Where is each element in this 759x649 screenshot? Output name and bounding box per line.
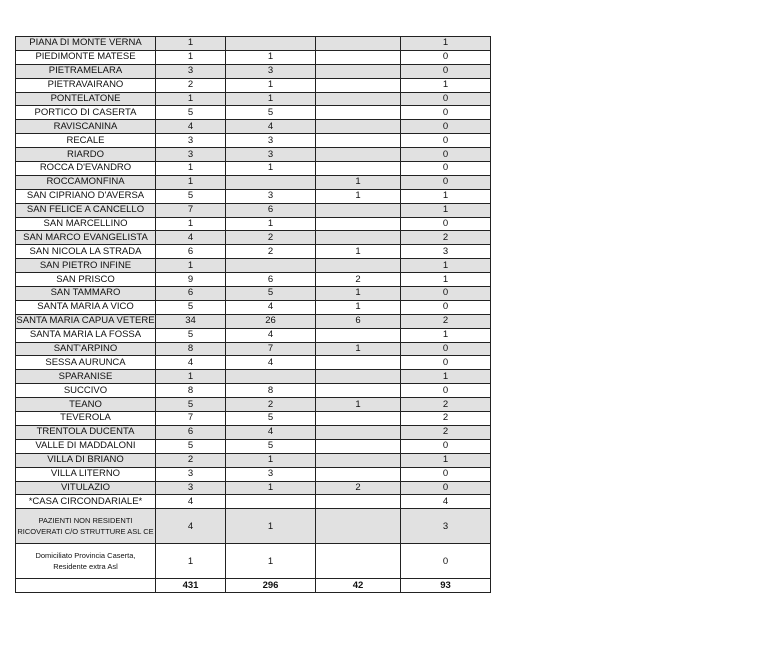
table-row — [16, 425, 491, 439]
special-row-name-cell — [16, 509, 156, 544]
table-row — [16, 175, 491, 189]
count-col2-cell: 4 — [226, 300, 316, 314]
count-col2-cell: 1 — [226, 217, 316, 231]
table-row — [16, 412, 491, 426]
count-col1-cell: 5 — [156, 300, 226, 314]
count-col2-cell: 1 — [226, 50, 316, 64]
count-col4-cell: 0 — [401, 342, 491, 356]
municipality-name-cell: VILLA LITERNO — [16, 467, 156, 481]
count-col1-cell: 6 — [156, 287, 226, 301]
count-col2-cell: 26 — [226, 314, 316, 328]
municipality-name-cell: SESSA AURUNCA — [16, 356, 156, 370]
municipality-name-cell: TRENTOLA DUCENTA — [16, 425, 156, 439]
count-col2-cell: 1 — [226, 78, 316, 92]
count-col3-cell — [316, 134, 401, 148]
special-row-name-cell — [16, 544, 156, 579]
count-col1-cell: 4 — [156, 120, 226, 134]
count-col1-cell: 4 — [156, 509, 226, 544]
count-col4-cell: 0 — [401, 92, 491, 106]
count-col4-cell: 0 — [401, 162, 491, 176]
count-col3-cell — [316, 37, 401, 51]
count-col1-cell: 5 — [156, 398, 226, 412]
count-col2-cell: 1 — [226, 509, 316, 544]
count-col1-cell: 1 — [156, 37, 226, 51]
count-col4-cell: 4 — [401, 495, 491, 509]
table-row — [16, 273, 491, 287]
table-row — [16, 37, 491, 51]
count-col2-cell: 5 — [226, 412, 316, 426]
count-col1-cell: 1 — [156, 544, 226, 579]
municipality-name-cell: PIETRAVAIRANO — [16, 78, 156, 92]
municipality-name-cell: VILLA DI BRIANO — [16, 453, 156, 467]
table-row — [16, 245, 491, 259]
table-row — [16, 134, 491, 148]
count-col2-cell: 4 — [226, 328, 316, 342]
special-row-name-line2: Residente extra Asl — [53, 562, 118, 572]
count-col3-cell: 1 — [316, 175, 401, 189]
count-col4-cell: 1 — [401, 78, 491, 92]
total-count-col2-cell: 296 — [226, 579, 316, 593]
count-col4-cell: 1 — [401, 189, 491, 203]
table-row — [16, 148, 491, 162]
table-row — [16, 370, 491, 384]
count-col2-cell — [226, 175, 316, 189]
count-col1-cell: 6 — [156, 245, 226, 259]
count-col4-cell: 0 — [401, 300, 491, 314]
special-row-name-line1: Domiciliato Provincia Caserta, — [35, 551, 136, 561]
count-col3-cell: 1 — [316, 300, 401, 314]
count-col2-cell: 4 — [226, 120, 316, 134]
count-col3-cell — [316, 120, 401, 134]
table-row — [16, 467, 491, 481]
table-row — [16, 509, 491, 544]
table-row — [16, 384, 491, 398]
municipality-name-cell: SAN MARCELLINO — [16, 217, 156, 231]
count-col2-cell: 8 — [226, 384, 316, 398]
count-col1-cell: 7 — [156, 203, 226, 217]
municipality-name-cell: SANTA MARIA LA FOSSA — [16, 328, 156, 342]
municipality-name-cell: VITULAZIO — [16, 481, 156, 495]
municipality-name-cell: SAN MARCO EVANGELISTA — [16, 231, 156, 245]
count-col3-cell — [316, 217, 401, 231]
count-col2-cell: 3 — [226, 189, 316, 203]
count-col2-cell: 4 — [226, 425, 316, 439]
municipality-name-cell: TEVEROLA — [16, 412, 156, 426]
table-row — [16, 50, 491, 64]
count-col1-cell: 4 — [156, 231, 226, 245]
count-col3-cell — [316, 439, 401, 453]
count-col1-cell: 3 — [156, 148, 226, 162]
count-col2-cell: 1 — [226, 453, 316, 467]
count-col2-cell: 1 — [226, 544, 316, 579]
municipality-name-cell: PIETRAMELARA — [16, 64, 156, 78]
count-col3-cell — [316, 106, 401, 120]
count-col3-cell — [316, 384, 401, 398]
municipality-name-cell: SANTA MARIA CAPUA VETERE — [16, 315, 155, 327]
totals-row — [16, 579, 491, 593]
count-col2-cell: 3 — [226, 148, 316, 162]
count-col1-cell: 8 — [156, 342, 226, 356]
count-col1-cell: 2 — [156, 453, 226, 467]
municipality-name-cell: RAVISCANINA — [16, 120, 156, 134]
municipality-name-cell: ROCCAMONFINA — [16, 175, 156, 189]
count-col3-cell — [316, 203, 401, 217]
count-col1-cell: 1 — [156, 259, 226, 273]
municipality-name-cell: SAN NICOLA LA STRADA — [16, 245, 156, 259]
municipality-name-cell: SAN FELICE A CANCELLO — [16, 203, 156, 217]
count-col2-cell: 5 — [226, 287, 316, 301]
municipality-name-cell: ROCCA D'EVANDRO — [16, 162, 156, 176]
count-col2-cell — [226, 259, 316, 273]
table-row — [16, 453, 491, 467]
count-col1-cell: 1 — [156, 175, 226, 189]
count-col1-cell: 1 — [156, 92, 226, 106]
total-count-col4-cell: 93 — [401, 579, 491, 593]
table-row — [16, 314, 491, 328]
count-col4-cell: 1 — [401, 328, 491, 342]
count-col2-cell: 3 — [226, 134, 316, 148]
total-count-col1-cell: 431 — [156, 579, 226, 593]
count-col4-cell: 0 — [401, 467, 491, 481]
count-col1-cell: 1 — [156, 162, 226, 176]
table-row — [16, 544, 491, 579]
count-col4-cell: 0 — [401, 175, 491, 189]
count-col1-cell: 3 — [156, 134, 226, 148]
count-col3-cell — [316, 50, 401, 64]
count-col2-cell: 2 — [226, 398, 316, 412]
municipality-name-cell: PORTICO DI CASERTA — [16, 106, 156, 120]
total-count-col3-cell: 42 — [316, 579, 401, 593]
municipality-name-cell: SANTA MARIA A VICO — [16, 300, 156, 314]
municipality-name-cell: RIARDO — [16, 148, 156, 162]
count-col4-cell: 0 — [401, 481, 491, 495]
count-col4-cell: 1 — [401, 273, 491, 287]
count-col2-cell: 1 — [226, 481, 316, 495]
count-col3-cell — [316, 544, 401, 579]
table-row — [16, 92, 491, 106]
municipality-name-cell: RECALE — [16, 134, 156, 148]
count-col4-cell: 2 — [401, 412, 491, 426]
count-col4-cell: 0 — [401, 384, 491, 398]
count-col4-cell: 0 — [401, 356, 491, 370]
count-col4-cell: 2 — [401, 231, 491, 245]
count-col4-cell: 0 — [401, 148, 491, 162]
count-col3-cell: 1 — [316, 342, 401, 356]
municipality-name-cell: SAN CIPRIANO D'AVERSA — [16, 189, 156, 203]
count-col3-cell — [316, 495, 401, 509]
count-col2-cell — [226, 37, 316, 51]
table-row — [16, 287, 491, 301]
table-row — [16, 106, 491, 120]
count-col1-cell: 5 — [156, 328, 226, 342]
count-col1-cell: 8 — [156, 384, 226, 398]
count-col2-cell: 5 — [226, 439, 316, 453]
count-col4-cell: 0 — [401, 106, 491, 120]
count-col4-cell: 0 — [401, 120, 491, 134]
count-col2-cell: 4 — [226, 356, 316, 370]
count-col1-cell: 5 — [156, 189, 226, 203]
count-col2-cell: 5 — [226, 106, 316, 120]
count-col3-cell — [316, 231, 401, 245]
count-col3-cell — [316, 78, 401, 92]
municipality-name-cell: TEANO — [16, 398, 156, 412]
count-col1-cell: 4 — [156, 356, 226, 370]
count-col1-cell: 3 — [156, 64, 226, 78]
count-col2-cell: 7 — [226, 342, 316, 356]
count-col3-cell — [316, 453, 401, 467]
municipality-name-cell: PIEDIMONTE MATESE — [16, 50, 156, 64]
table-row — [16, 189, 491, 203]
count-col4-cell: 0 — [401, 439, 491, 453]
count-col3-cell — [316, 64, 401, 78]
count-col4-cell: 3 — [401, 509, 491, 544]
table-row — [16, 203, 491, 217]
count-col2-cell: 3 — [226, 467, 316, 481]
table-row — [16, 162, 491, 176]
count-col3-cell — [316, 356, 401, 370]
count-col1-cell: 3 — [156, 481, 226, 495]
count-col1-cell: 6 — [156, 425, 226, 439]
count-col3-cell — [316, 92, 401, 106]
count-col3-cell — [316, 467, 401, 481]
count-col2-cell: 1 — [226, 92, 316, 106]
count-col2-cell: 3 — [226, 64, 316, 78]
count-col3-cell: 1 — [316, 287, 401, 301]
municipality-data-table — [15, 36, 491, 593]
count-col4-cell: 1 — [401, 37, 491, 51]
table-row — [16, 300, 491, 314]
count-col3-cell — [316, 425, 401, 439]
table-body — [16, 37, 491, 593]
count-col2-cell: 6 — [226, 203, 316, 217]
special-row-name-line1: PAZIENTI NON RESIDENTI — [38, 516, 133, 526]
count-col3-cell: 1 — [316, 189, 401, 203]
municipality-name-cell: SANT'ARPINO — [16, 342, 156, 356]
table-row — [16, 231, 491, 245]
count-col3-cell — [316, 148, 401, 162]
table-row — [16, 398, 491, 412]
municipality-name-cell: *CASA CIRCONDARIALE* — [16, 495, 156, 509]
count-col4-cell: 1 — [401, 259, 491, 273]
count-col1-cell: 1 — [156, 370, 226, 384]
count-col3-cell — [316, 328, 401, 342]
table-row — [16, 64, 491, 78]
count-col4-cell: 3 — [401, 245, 491, 259]
count-col3-cell — [316, 370, 401, 384]
count-col1-cell: 9 — [156, 273, 226, 287]
count-col3-cell: 2 — [316, 481, 401, 495]
count-col4-cell: 1 — [401, 203, 491, 217]
count-col1-cell: 1 — [156, 50, 226, 64]
municipality-name-cell: SPARANISE — [16, 370, 156, 384]
count-col1-cell: 2 — [156, 78, 226, 92]
special-row-name-line2: RICOVERATI C/O STRUTTURE ASL CE — [17, 527, 154, 537]
count-col4-cell: 1 — [401, 370, 491, 384]
count-col4-cell: 0 — [401, 64, 491, 78]
table-row — [16, 217, 491, 231]
count-col1-cell: 5 — [156, 439, 226, 453]
count-col4-cell: 0 — [401, 134, 491, 148]
table-row — [16, 495, 491, 509]
municipality-name-cell: PIANA DI MONTE VERNA — [16, 37, 156, 51]
count-col3-cell: 2 — [316, 273, 401, 287]
count-col4-cell: 0 — [401, 217, 491, 231]
municipality-name-cell: SAN TAMMARO — [16, 287, 156, 301]
count-col3-cell — [316, 259, 401, 273]
count-col4-cell: 0 — [401, 544, 491, 579]
count-col1-cell: 1 — [156, 217, 226, 231]
table-row — [16, 342, 491, 356]
count-col3-cell — [316, 162, 401, 176]
count-col3-cell: 1 — [316, 398, 401, 412]
totals-label-cell — [16, 579, 156, 593]
count-col3-cell: 6 — [316, 314, 401, 328]
count-col2-cell — [226, 495, 316, 509]
table-row — [16, 78, 491, 92]
count-col3-cell — [316, 412, 401, 426]
count-col1-cell: 3 — [156, 467, 226, 481]
table-row — [16, 356, 491, 370]
municipality-name-cell: SAN PRISCO — [16, 273, 156, 287]
count-col4-cell: 0 — [401, 287, 491, 301]
table-row — [16, 120, 491, 134]
count-col3-cell — [316, 509, 401, 544]
count-col2-cell: 2 — [226, 231, 316, 245]
municipality-name-cell: SUCCIVO — [16, 384, 156, 398]
count-col4-cell: 2 — [401, 398, 491, 412]
count-col1-cell: 34 — [156, 314, 226, 328]
count-col2-cell: 1 — [226, 162, 316, 176]
table-row — [16, 328, 491, 342]
count-col4-cell: 1 — [401, 453, 491, 467]
municipality-name-cell: SAN PIETRO INFINE — [16, 259, 156, 273]
count-col2-cell: 6 — [226, 273, 316, 287]
municipality-name-cell: PONTELATONE — [16, 92, 156, 106]
count-col4-cell: 0 — [401, 50, 491, 64]
count-col2-cell: 2 — [226, 245, 316, 259]
count-col2-cell — [226, 370, 316, 384]
count-col1-cell: 7 — [156, 412, 226, 426]
table-row — [16, 481, 491, 495]
table-row — [16, 259, 491, 273]
municipality-name-cell: VALLE DI MADDALONI — [16, 439, 156, 453]
count-col3-cell: 1 — [316, 245, 401, 259]
table-row — [16, 439, 491, 453]
count-col4-cell: 2 — [401, 314, 491, 328]
count-col4-cell: 2 — [401, 425, 491, 439]
count-col1-cell: 4 — [156, 495, 226, 509]
count-col1-cell: 5 — [156, 106, 226, 120]
